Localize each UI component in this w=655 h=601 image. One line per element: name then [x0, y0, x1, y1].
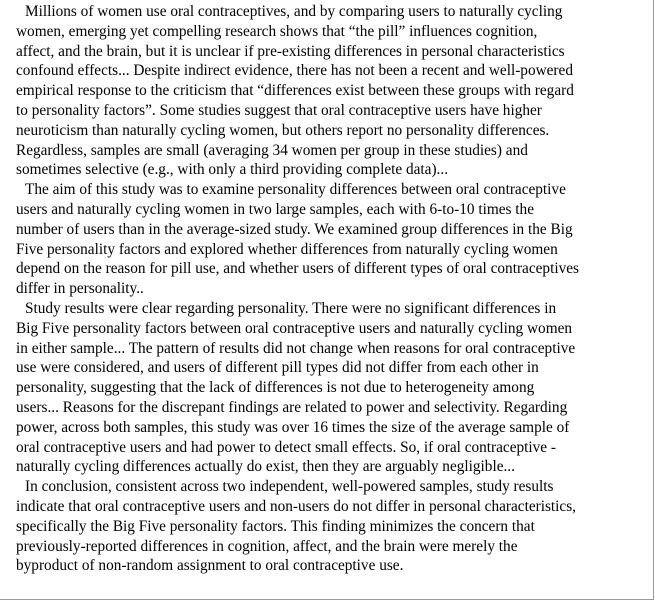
text-line: Regardless, samples are small (averaging 34 women per group in these studies) and: [16, 141, 528, 159]
text-line: indicate that oral contraceptive users and non-users do not differ in personal characteristics,: [16, 497, 576, 515]
text-line: naturally cycling differences actually do exist, then they are arguably negligible...: [16, 458, 515, 476]
text-line: sometimes selective (e.g., with only a third providing complete data)...: [16, 161, 449, 179]
paragraph-aim: [6, 180, 652, 299]
paragraph-conclusion: [6, 477, 652, 576]
text-line: power, across both samples, this study was over 16 times the size of the average sample of: [16, 418, 570, 436]
text-line: Five personality factors and explored whether differences from naturally cycling women: [16, 240, 558, 258]
text-line: neuroticism than naturally cycling women, but others report no personality differences.: [16, 121, 550, 139]
text-line: byproduct of non-random assignment to oral contraceptive use.: [16, 557, 404, 575]
text-line: Big Five personality factors between oral contraceptive users and naturally cycling women: [16, 319, 573, 337]
text-line: women, emerging yet compelling research shows that “the pill” influences cognition,: [16, 22, 538, 40]
text-line: empirical response to the criticism that “differences exist between these groups with regard: [16, 82, 574, 100]
text-line: Millions of women use oral contraceptives, and by comparing users to naturally cycling: [25, 3, 563, 20]
text-line: In conclusion, consistent across two independent, well-powered samples, study results: [25, 478, 554, 496]
text-line: oral contraceptive users and had power to detect small effects. So, if oral contraceptive -: [16, 438, 556, 456]
text-line: depend on the reason for pill use, and whether users of different types of oral contraceptives: [16, 260, 579, 278]
text-line: in either sample... The pattern of results did not change when reasons for oral contraceptive: [16, 339, 576, 357]
text-line: personality, suggesting that the lack of differences is not due to heterogeneity among: [16, 379, 535, 397]
text-line: to personality factors”. Some studies suggest that oral contraceptive users have higher: [16, 101, 542, 119]
text-line: Study results were clear regarding personality. There were no significant differences in: [25, 299, 557, 317]
text-line: users... Reasons for the discrepant findings are related to power and selectivity. Regarding: [16, 398, 568, 416]
text-line: users and naturally cycling women in two large samples, each with 6-to-10 times the: [16, 200, 534, 218]
text-line: affect, and the brain, but it is unclear if pre-existing differences in personal characteristics: [16, 42, 565, 60]
paragraph-results: [6, 299, 652, 477]
document-body: [6, 2, 652, 576]
text-line: specifically the Big Five personality factors. This finding minimizes the concern that: [16, 517, 535, 535]
text-line: confound effects... Despite indirect evidence, there has not been a recent and well-powered: [16, 62, 573, 80]
paragraph-introduction: [6, 2, 652, 180]
text-line: use were considered, and users of different pill types did not differ from each other in: [16, 359, 539, 377]
text-line: previously-reported differences in cognition, affect, and the brain were merely the: [16, 537, 518, 555]
text-line: number of users than in the average-sized study. We examined group differences in the Big: [16, 220, 573, 238]
text-line: differ in personality..: [16, 280, 144, 298]
text-line: The aim of this study was to examine personality differences between oral contraceptive: [25, 181, 566, 199]
